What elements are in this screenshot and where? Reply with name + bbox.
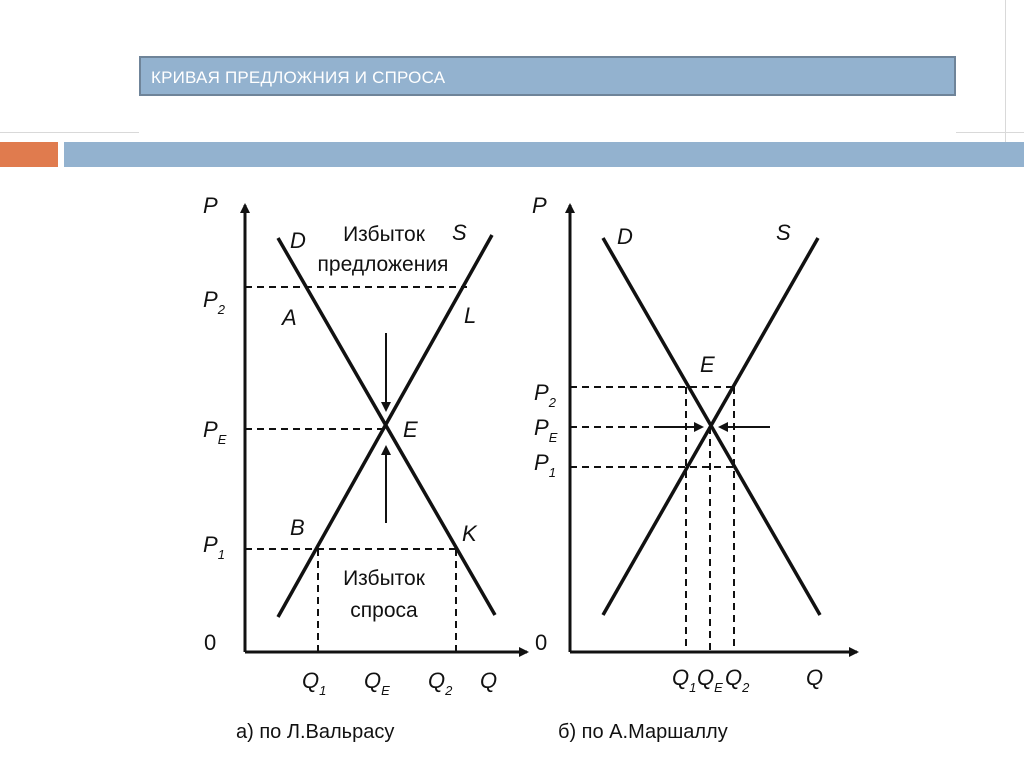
a-point-l-label: L xyxy=(464,303,477,328)
a-curve-d-label: D xyxy=(290,228,306,253)
a-surplus-demand-line2: спроса xyxy=(350,599,418,622)
b-price-pe-sub: E xyxy=(548,430,558,445)
b-axis-p-label: P xyxy=(532,193,547,218)
b-price-p1-main: P xyxy=(534,450,549,475)
a-price-p1-label xyxy=(203,532,225,562)
b-origin-label: 0 xyxy=(535,630,548,655)
a-qty-q1-sub: 1 xyxy=(319,683,327,698)
a-price-p2-main: P xyxy=(203,287,218,312)
a-axis-p-label: P xyxy=(203,193,218,218)
a-price-pe-main: P xyxy=(203,417,218,442)
a-point-b-label: B xyxy=(290,515,305,540)
a-qty-q2-sub: 2 xyxy=(445,683,453,698)
a-price-pe-label xyxy=(203,417,227,447)
b-qty-q2-sub: 2 xyxy=(742,680,750,695)
b-qty-q1-main: Q xyxy=(672,665,690,690)
b-caption: б) по А.Маршаллу xyxy=(558,721,728,743)
b-qty-q2-main: Q xyxy=(725,665,743,690)
a-price-pe-sub: E xyxy=(217,432,227,447)
b-price-p2-label xyxy=(534,380,557,410)
b-qty-qe-main: Q xyxy=(697,665,715,690)
a-qty-qe-main: Q xyxy=(364,668,382,693)
b-curve-s-label: S xyxy=(776,220,791,245)
a-qty-q1-main: Q xyxy=(302,668,320,693)
b-price-p2-sub: 2 xyxy=(548,395,556,410)
b-price-p2-main: P xyxy=(534,380,549,405)
a-qty-q1-label xyxy=(302,668,326,698)
a-qty-q2-main: Q xyxy=(428,668,446,693)
a-axis-q-label: Q xyxy=(480,668,498,693)
b-qty-qe-sub: E xyxy=(714,680,723,695)
b-price-p1-label xyxy=(534,450,556,480)
b-qty-q1-sub: 1 xyxy=(689,680,697,695)
b-price-p1-sub: 1 xyxy=(548,465,556,480)
a-surplus-demand-line1: Избыток xyxy=(343,567,425,590)
b-curve-d-label: D xyxy=(617,224,633,249)
a-point-a-label: A xyxy=(282,305,297,330)
a-price-p2-sub: 2 xyxy=(217,302,225,317)
a-point-e-label: E xyxy=(403,417,418,442)
slide-title: КРИВАЯ ПРЕДЛОЖНИЯ И СПРОСА xyxy=(151,68,446,87)
diagram-a xyxy=(203,193,527,743)
b-qty-q2-label xyxy=(725,665,750,695)
a-origin-label: 0 xyxy=(204,630,217,655)
a-point-k-label: K xyxy=(462,521,477,546)
a-surplus-supply-line1: Избыток xyxy=(343,223,425,246)
diagram-b xyxy=(532,193,857,743)
b-qty-qe-label xyxy=(697,665,723,695)
a-price-p2-label xyxy=(203,287,226,317)
a-qty-qe-sub: E xyxy=(381,683,390,698)
b-price-pe-main: P xyxy=(534,415,549,440)
b-point-e-label: E xyxy=(700,352,715,377)
a-caption: а) по Л.Вальрасу xyxy=(236,721,395,743)
a-qty-qe-label xyxy=(364,668,390,698)
b-axis-q-label: Q xyxy=(806,665,824,690)
a-qty-q2-label xyxy=(428,668,453,698)
a-price-p1-main: P xyxy=(203,532,218,557)
b-price-pe-label xyxy=(534,415,558,445)
a-price-p1-sub: 1 xyxy=(217,547,225,562)
b-qty-q1-label xyxy=(672,665,696,695)
a-surplus-supply-line2: предложения xyxy=(317,253,449,276)
a-curve-s-label: S xyxy=(452,220,467,245)
